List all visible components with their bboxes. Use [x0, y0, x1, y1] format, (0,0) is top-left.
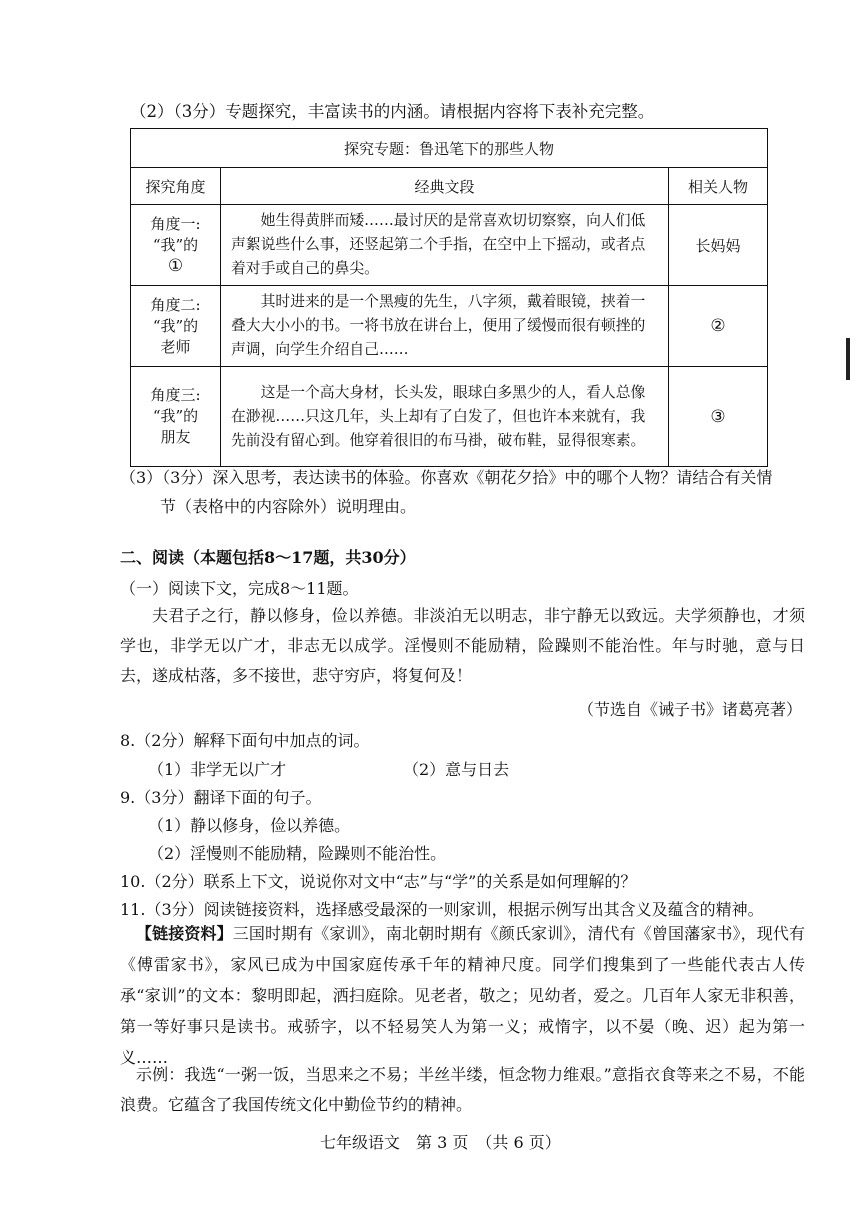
angle-cell: [131, 286, 221, 367]
question-9: 9.（3分）翻译下面的句子。: [120, 788, 322, 807]
passage-cell: [221, 367, 669, 467]
angle-relation: “我”的: [152, 316, 199, 335]
angle-label: 角度一:: [150, 214, 201, 233]
question-8: 8.（2分）解释下面句中加点的词。: [120, 731, 370, 750]
table-row: [131, 367, 768, 467]
section-2-title: 二、阅读（本题包括8～17题，共30分）: [120, 548, 416, 567]
question-9-item-2: （2）淫慢则不能励精，险躁则不能治性。: [148, 844, 447, 863]
angle-role: 老师: [160, 337, 191, 356]
angle-label: 角度二:: [150, 295, 201, 314]
part-1-title: （一）阅读下文，完成8～11题。: [120, 579, 359, 598]
link-material-label: 【链接资料】: [136, 924, 233, 943]
angle-label: 角度三:: [150, 386, 201, 404]
link-material-text: 三国时期有《家训》，南北朝时期有《颜氏家训》，清代有《曾国藩家书》，现代有《傅雷家书》，家风已成为中国家庭传承千年的精神尺度。同学们搜集到了一些能代表古人传承“家训”的文本：黎明即起，洒扫庭除。见老者，敬之；见幼者，爱之。几百年人家无非积善，第一等好事只是读书。戒骄字，以不轻易笑人为第一义；戒惰字，以不晏（晚、迟）起为第一义……: [120, 924, 805, 1067]
passage-cell: [221, 205, 669, 286]
question-11: 11.（3分）阅读链接资料，选择感受最深的一则家训，根据示例写出其含义及蕴含的精神。: [120, 900, 764, 919]
table-row: [131, 286, 768, 367]
blank-3: ③: [669, 367, 768, 467]
passage-text: 她生得黄胖而矮……最讨厌的是常喜欢切切察察，向人们低声絮说些什么事，还竖起第二个手指，在空中上下摇动，或者点着对手或自己的鼻尖。: [231, 212, 646, 277]
header-passage: 经典文段: [221, 168, 669, 205]
scan-mark: [846, 338, 850, 380]
angle-relation: “我”的: [152, 235, 199, 254]
passage-text: 其时进来的是一个黑瘦的先生，八字须，戴着眼镜，挟着一叠大大小小的书。一将书放在讲台上，便用了缓慢而很有顿挫的声调，向学生介绍自己……: [231, 293, 646, 358]
angle-cell: [131, 205, 221, 286]
page-footer: 七年级语文 第 3 页 （共 6 页）: [320, 1133, 561, 1152]
question-10: 10.（2分）联系上下文，说说你对文中“志”与“学”的关系是如何理解的？: [120, 872, 637, 891]
angle-relation: “我”的: [152, 407, 199, 425]
question-3-line-1: （3）（3分）深入思考，表达读书的体验。你喜欢《朝花夕拾》中的哪个人物？请结合有关情: [120, 468, 773, 487]
person-cell: 长妈妈: [669, 205, 768, 286]
blank-2: ②: [669, 286, 768, 367]
angle-cell: [131, 367, 221, 467]
question-2-prompt: （2）（3分）专题探究，丰富读书的内涵。请根据内容将下表补充完整。: [130, 102, 655, 121]
passage-text: 这是一个高大身材，长头发，眼球白多黑少的人，看人总像在渺视……只这几年，头上却有了白发了，但也许本来就有，我先前没有留心到。他穿着很旧的布马褂，破布鞋，显得很寒素。: [231, 383, 646, 449]
question-8-item-2: （2）意与日去: [403, 760, 510, 779]
passage-source: （节选自《诫子书》诸葛亮著）: [578, 700, 803, 719]
header-angle: 探究角度: [131, 168, 221, 205]
question-3-line-2: 节（表格中的内容除外）说明理由。: [160, 497, 417, 516]
link-material: [120, 918, 805, 1073]
table-row: [131, 205, 768, 286]
example-text: 示例：我选“一粥一饭，当思来之不易；半丝半缕，恒念物力维艰。”意指衣食等来之不易，不能浪费。它蕴含了我国传统文化中勤俭节约的精神。: [120, 1065, 805, 1114]
question-8-item-1: （1）非学无以广才: [148, 760, 287, 779]
header-person: 相关人物: [669, 168, 768, 205]
blank-1: ①: [167, 255, 184, 276]
research-topic-table: [130, 128, 768, 467]
table-title: 探究专题：鲁迅笔下的那些人物: [131, 129, 768, 168]
passage-cell: [221, 286, 669, 367]
classical-passage: 夫君子之行，静以修身，俭以养德。非淡泊无以明志，非宁静无以致远。夫学须静也，才须学也，非学无以广才，非志无以成学。淫慢则不能励精，险躁则不能治性。年与时驰，意与日去，遂成枯落，多不接世，悲守穷庐，将复何及！: [120, 606, 805, 685]
question-9-item-1: （1）静以修身，俭以养德。: [148, 816, 351, 835]
angle-role: 朋友: [160, 428, 191, 446]
